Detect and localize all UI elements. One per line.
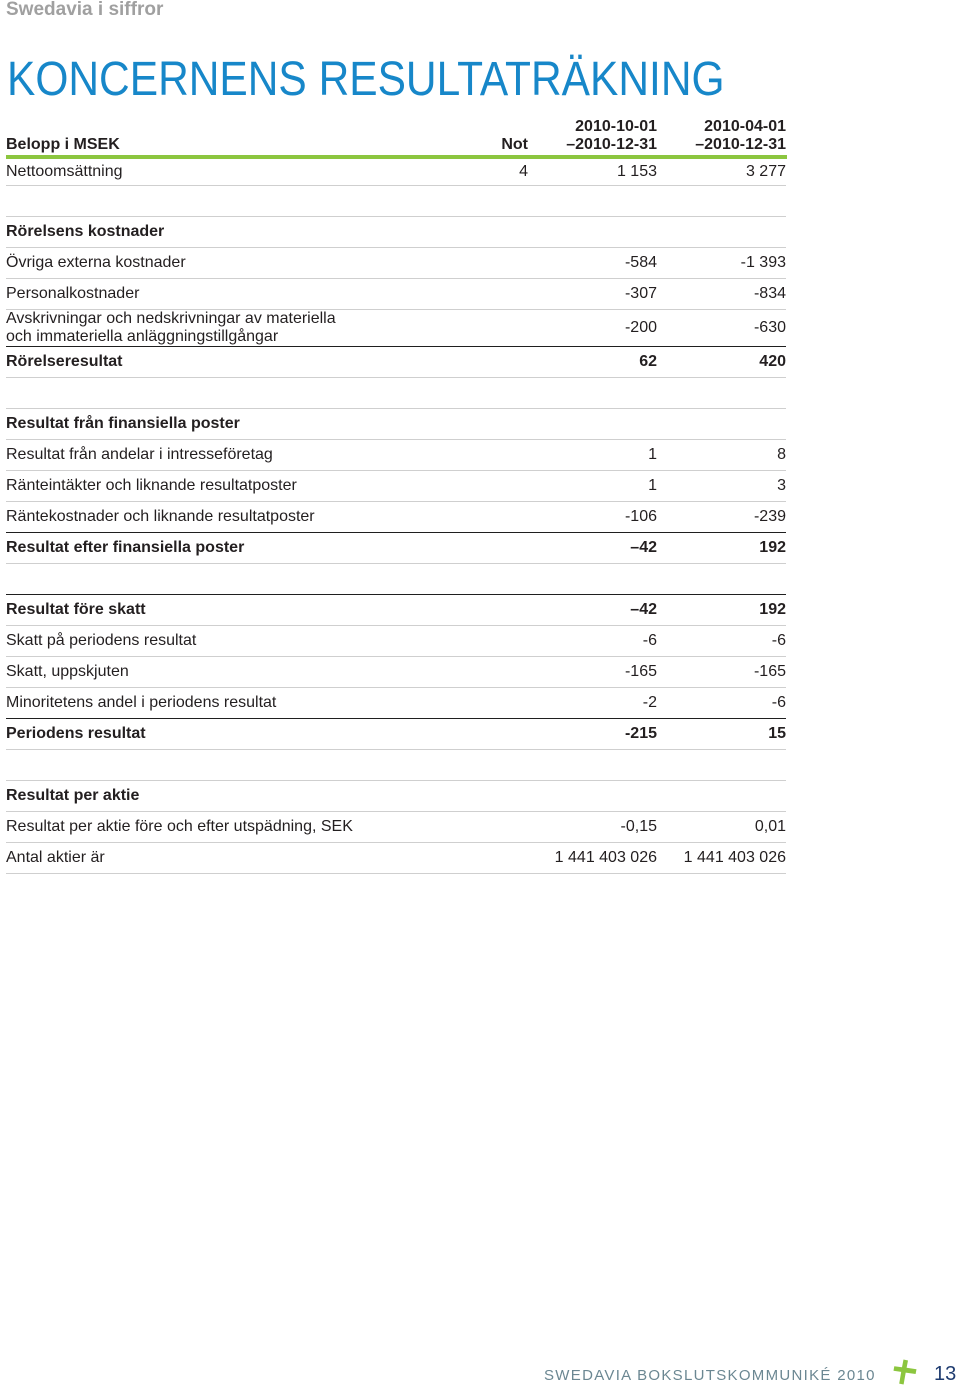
section-heading-rorelsens-kostnader	[6, 217, 786, 248]
row-label: Resultat före skatt	[6, 601, 146, 618]
row-divider-spacer	[6, 564, 786, 595]
period-1-value: -165	[624, 663, 657, 680]
row-nettoomsattning	[6, 159, 786, 186]
period-2-value: -239	[753, 508, 786, 525]
row-divider-spacer	[6, 750, 786, 781]
period-1-value: 1 441 403 026	[554, 849, 657, 866]
footer-publication-title: SWEDAVIA BOKSLUTSKOMMUNIKÉ 2010	[544, 1367, 876, 1384]
period-1-value: -584	[624, 254, 657, 271]
row-ovriga-externa-kostnader	[6, 248, 786, 279]
period-2-value: -834	[753, 285, 786, 302]
note-column-label: Not	[501, 136, 528, 153]
row-label: Övriga externa kostnader	[6, 254, 186, 271]
income-statement-table	[6, 159, 786, 874]
period-1-value: -0,15	[620, 818, 657, 835]
period-2-value: 192	[759, 601, 786, 618]
period-1-value: -6	[642, 632, 657, 649]
row-label: Rörelseresultat	[6, 353, 123, 370]
period-2-value: 1 441 403 026	[683, 849, 786, 866]
row-ranteintakter	[6, 471, 786, 502]
note-ref: 4	[519, 163, 528, 180]
period-1-value: 1	[648, 477, 657, 494]
row-label: Personalkostnader	[6, 285, 140, 302]
row-divider-spacer	[6, 186, 786, 217]
row-label-line-2: och immateriella anläggningstillgångar	[6, 328, 279, 345]
row-label: Nettoomsättning	[6, 163, 123, 180]
row-label: Ränteintäkter och liknande resultatposter	[6, 477, 297, 494]
row-label: Resultat från finansiella poster	[6, 415, 240, 432]
period-2-value: 15	[768, 725, 786, 742]
period-1-value: 1	[648, 446, 657, 463]
period-2-value: 0,01	[754, 818, 786, 835]
row-rorelseresultat	[6, 347, 786, 378]
period-2-value: -165	[753, 663, 786, 680]
row-label-line-1: Avskrivningar och nedskrivningar av materiella	[6, 310, 336, 327]
period-1-value: 1 153	[616, 163, 657, 180]
period-2-value: -6	[771, 694, 786, 711]
row-label: Minoritetens andel i periodens resultat	[6, 694, 277, 711]
row-label: Resultat per aktie	[6, 787, 140, 804]
period-1-value: -2	[642, 694, 657, 711]
period-2-value: 8	[777, 446, 786, 463]
row-resultat-per-aktie-sek	[6, 812, 786, 843]
period-1-value: -215	[624, 725, 657, 742]
period-2-to: –2010-12-31	[695, 136, 786, 153]
swedavia-logo-icon	[893, 1359, 917, 1385]
period-2-value: 420	[759, 353, 786, 370]
row-skatt-uppskjuten	[6, 657, 786, 688]
row-avskrivningar	[6, 310, 786, 347]
period-1-from: 2010-10-01	[575, 118, 657, 135]
period-1-value: –42	[630, 539, 657, 556]
row-minoritetens-andel	[6, 688, 786, 719]
period-1-value: 62	[639, 353, 657, 370]
row-label	[6, 310, 470, 346]
row-label: Skatt på periodens resultat	[6, 632, 197, 649]
period-2-value: 192	[759, 539, 786, 556]
row-periodens-resultat	[6, 719, 786, 750]
row-personalkostnader	[6, 279, 786, 310]
table-header	[6, 117, 786, 154]
row-label: Räntekostnader och liknande resultatposter	[6, 508, 315, 525]
row-label: Periodens resultat	[6, 725, 146, 742]
row-rantekostnader	[6, 502, 786, 533]
period-1-value: -200	[624, 319, 657, 336]
page-title: KONCERNENS RESULTATRÄKNING	[7, 53, 725, 106]
row-skatt-periodens-resultat	[6, 626, 786, 657]
period-2-from: 2010-04-01	[704, 118, 786, 135]
period-2-value: -6	[771, 632, 786, 649]
row-label: Antal aktier är	[6, 849, 105, 866]
period-2-value: -630	[753, 319, 786, 336]
period-1-value: -307	[624, 285, 657, 302]
period-1-to: –2010-12-31	[566, 136, 657, 153]
period-1-value: –42	[630, 601, 657, 618]
row-label: Skatt, uppskjuten	[6, 663, 129, 680]
period-2-value: -1 393	[740, 254, 786, 271]
row-label: Resultat per aktie före och efter utspädning, SEK	[6, 818, 353, 835]
row-label: Resultat från andelar i intresseföretag	[6, 446, 273, 463]
period-2-value: 3	[777, 477, 786, 494]
period-2-value: 3 277	[745, 163, 786, 180]
row-resultat-fore-skatt	[6, 595, 786, 626]
row-label: Rörelsens kostnader	[6, 223, 165, 240]
period-1-value: -106	[624, 508, 657, 525]
amount-unit-label: Belopp i MSEK	[6, 136, 120, 153]
row-label: Resultat efter finansiella poster	[6, 539, 245, 556]
row-antal-aktier	[6, 843, 786, 874]
page-number: 13	[934, 1363, 957, 1385]
section-label: Swedavia i siffror	[6, 0, 164, 20]
section-heading-finansiella-poster	[6, 409, 786, 440]
row-resultat-efter-finansiella-poster	[6, 533, 786, 564]
row-andelar-intresseforetag	[6, 440, 786, 471]
period-1-header	[528, 118, 657, 154]
period-2-header	[657, 118, 786, 154]
section-heading-resultat-per-aktie	[6, 781, 786, 812]
row-divider-spacer	[6, 378, 786, 409]
